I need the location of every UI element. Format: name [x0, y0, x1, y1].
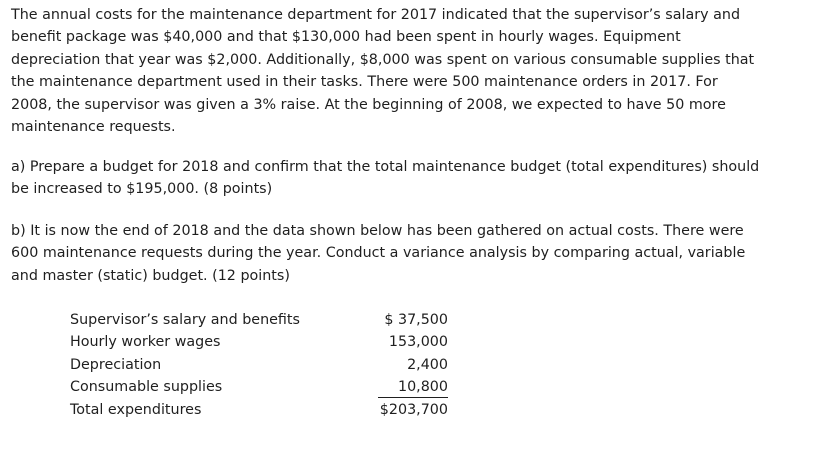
- question-b-line: 600 maintenance requests during the year. Conduct a variance analysis by comparing actual, variable: [11, 245, 746, 262]
- table-row: [70, 309, 448, 331]
- intro-line: The annual costs for the maintenance department for 2017 indicated that the supervisor’s salary and: [11, 7, 741, 23]
- intro-line: depreciation that year was $2,000. Additionally, $8,000 was spent on various consumable supplies that: [11, 51, 755, 68]
- intro-line: benefit package was $40,000 and that $130,000 had been spent in hourly wages. Equipment: [11, 29, 681, 46]
- table-row: [70, 376, 448, 398]
- total-label: Total expenditures: [70, 401, 202, 418]
- question-b: [11, 220, 745, 287]
- cost-amount: 153,000: [388, 334, 448, 351]
- intro-paragraph: [11, 4, 754, 138]
- cost-label: Supervisor’s salary and benefits: [70, 312, 300, 328]
- question-a: [11, 156, 759, 201]
- cost-label: Consumable supplies: [70, 379, 223, 396]
- table-row: [70, 354, 448, 376]
- actual-costs-table: [70, 309, 448, 421]
- table-row: [70, 399, 448, 421]
- question-b-line: b) It is now the end of 2018 and the data shown below has been gathered on actual costs. There were: [11, 223, 744, 239]
- intro-line: maintenance requests.: [11, 119, 176, 136]
- total-amount: $203,700: [379, 401, 448, 418]
- intro-line: the maintenance department used in their tasks. There were 500 maintenance orders in 2017. For: [11, 74, 718, 91]
- cost-amount-cell: [370, 376, 448, 398]
- cost-label: Depreciation: [70, 356, 162, 373]
- cost-amount: $ 37,500: [384, 312, 448, 328]
- question-a-line: be increased to $195,000. (8 points): [11, 181, 273, 198]
- intro-line: 2008, the supervisor was given a 3% raise. At the beginning of 2008, we expected to have 50 more: [11, 96, 726, 113]
- cost-amount: 10,800: [378, 378, 448, 398]
- table-row: [70, 331, 448, 353]
- question-a-line: a) Prepare a budget for 2018 and confirm that the total maintenance budget (total expenditures) should: [11, 159, 760, 175]
- question-b-line: and master (static) budget. (12 points): [11, 267, 290, 284]
- cost-label: Hourly worker wages: [70, 334, 221, 351]
- cost-amount: 2,400: [407, 356, 448, 373]
